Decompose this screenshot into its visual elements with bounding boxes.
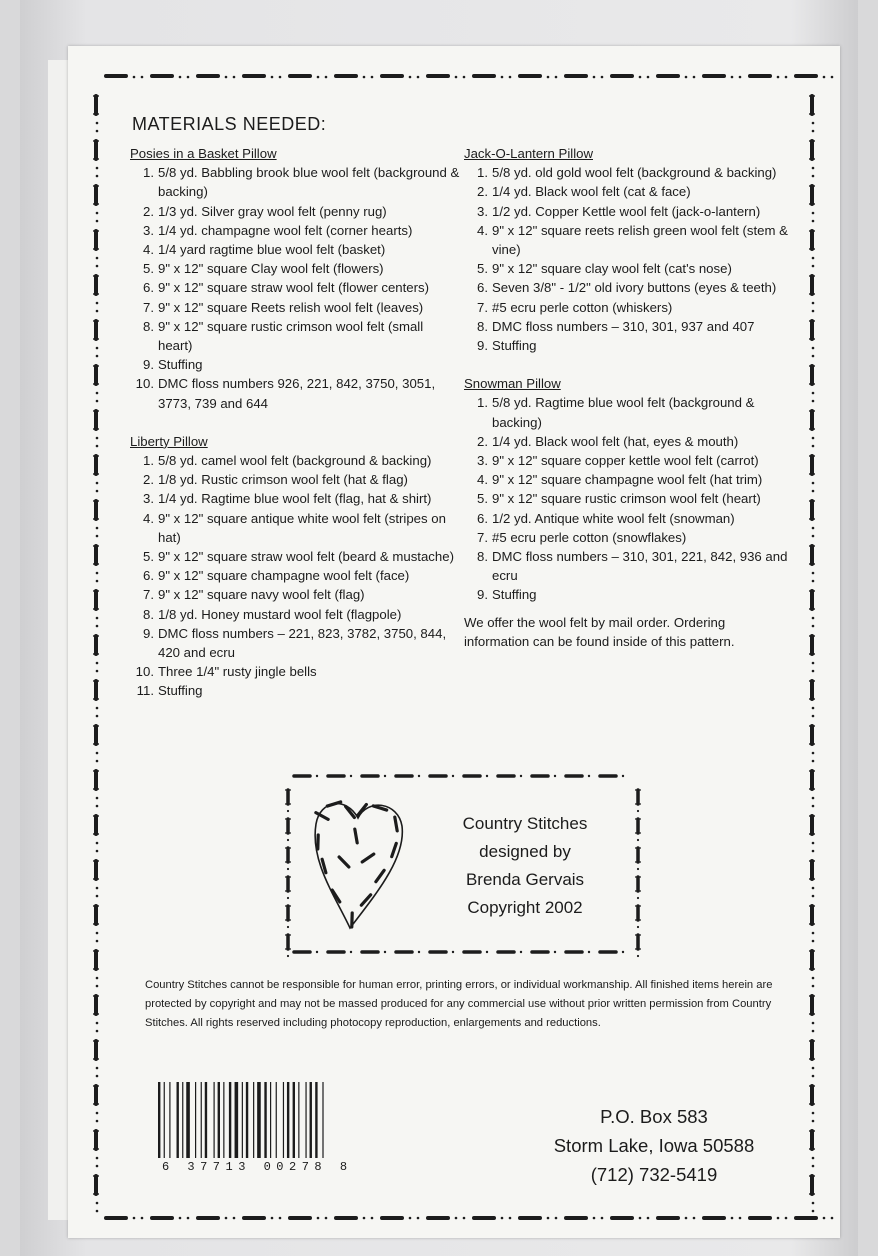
item-number: 10. — [135, 376, 154, 392]
item-text: 1/3 yd. Silver gray wool felt (penny rug) — [158, 203, 387, 219]
list-item — [130, 298, 460, 317]
list-item — [464, 489, 794, 508]
list-item — [464, 509, 794, 528]
item-text: 5/8 yd. camel wool felt (background & backing) — [158, 453, 432, 469]
list-item — [464, 298, 794, 317]
item-text: 1/4 yd. Ragtime blue wool felt (flag, hat & shirt) — [158, 491, 432, 507]
list-item — [130, 163, 460, 201]
item-number: 5. — [143, 549, 154, 565]
logo-copyright: Copyright 2002 — [467, 898, 583, 917]
left-column — [130, 144, 460, 701]
item-number: 4. — [143, 242, 154, 258]
item-text: 9" x 12" square navy wool felt (flag) — [158, 587, 365, 603]
section-jack-o-lantern — [464, 144, 794, 355]
item-number: 2. — [143, 472, 154, 488]
item-number: 3. — [143, 491, 154, 507]
item-number: 8. — [477, 549, 488, 565]
list-item — [130, 509, 460, 547]
list-item — [130, 259, 460, 278]
list-item — [464, 163, 794, 182]
item-number: 6. — [477, 280, 488, 296]
materials-list — [130, 451, 460, 701]
list-item — [130, 585, 460, 604]
item-text: 9" x 12" square clay wool felt (cat's nose) — [492, 261, 732, 277]
item-text: 5/8 yd. old gold wool felt (background & backing) — [492, 165, 777, 181]
section-title: Liberty Pillow — [130, 433, 208, 449]
item-number: 7. — [143, 587, 154, 603]
item-number: 3. — [477, 203, 488, 219]
section-title: Posies in a Basket Pillow — [130, 146, 277, 161]
item-number: 6. — [477, 510, 488, 526]
mail-order-note: We offer the wool felt by mail order. Ordering information can be found inside of this pattern. — [464, 614, 735, 649]
item-text: 1/4 yard ragtime blue wool felt (basket) — [158, 242, 386, 258]
item-number: 11. — [136, 683, 154, 699]
item-text: DMC floss numbers – 221, 823, 3782, 3750, 844, 420 and ecru — [158, 625, 447, 661]
item-number: 9. — [477, 587, 488, 603]
item-number: 7. — [143, 299, 154, 315]
item-number: 4. — [143, 510, 154, 526]
item-text: 9" x 12" square Reets relish wool felt (leaves) — [158, 299, 424, 315]
country-stitches-logo — [280, 766, 646, 962]
phone-number: (712) 732-5419 — [590, 1164, 718, 1185]
list-item — [130, 221, 460, 240]
item-text: 1/2 yd. Copper Kettle wool felt (jack-o-lantern) — [492, 203, 761, 219]
item-number: 2. — [477, 433, 488, 449]
item-number: 1. — [143, 453, 154, 469]
list-item — [464, 432, 794, 451]
item-number: 3. — [477, 453, 488, 469]
item-number: 6. — [143, 568, 154, 584]
list-item — [130, 547, 460, 566]
po-box: P.O. Box 583 — [600, 1106, 708, 1127]
item-text: 9" x 12" square reets relish green wool felt (stem & vine) — [492, 222, 788, 258]
logo-designer: Brenda Gervais — [465, 870, 585, 889]
section-liberty — [130, 432, 460, 701]
disclaimer: Country Stitches cannot be responsible for human error, printing errors, or individual workmanship. All finished items herein are protected by copyright and may not be massed produced for any commercial use without prior written permission from Country Stitches. All rights reserved including photocopy reproduction, enlargements and reductions. — [145, 979, 773, 1029]
list-item — [130, 681, 460, 700]
item-text: 9" x 12" square champagne wool felt (hat trim) — [492, 472, 763, 488]
list-item — [464, 336, 794, 355]
list-item — [130, 566, 460, 585]
list-item — [130, 489, 460, 508]
logo-text — [420, 810, 630, 922]
list-item — [130, 451, 460, 470]
item-number: 5. — [477, 261, 488, 277]
item-number: 8. — [477, 318, 488, 334]
list-item — [130, 470, 460, 489]
list-item — [130, 317, 460, 355]
item-number: 7. — [477, 299, 488, 315]
section-title: Jack-O-Lantern Pillow — [464, 146, 593, 161]
materials-list — [464, 393, 794, 604]
materials-list — [130, 163, 460, 413]
item-number: 9. — [143, 357, 154, 373]
item-number: 8. — [143, 318, 154, 334]
item-number: 1. — [477, 165, 488, 181]
item-text: Three 1/4" rusty jingle bells — [158, 664, 317, 680]
section-snowman — [464, 374, 794, 604]
list-item — [464, 470, 794, 489]
list-item — [464, 317, 794, 336]
item-text: 1/8 yd. Honey mustard wool felt (flagpole) — [158, 606, 402, 622]
item-text: 5/8 yd. Ragtime blue wool felt (background & backing) — [492, 395, 755, 430]
list-item — [464, 393, 794, 431]
list-item — [464, 585, 794, 604]
item-text: 9" x 12" square rustic crimson wool felt (small heart) — [158, 318, 424, 354]
item-text: DMC floss numbers – 310, 301, 937 and 407 — [492, 318, 755, 334]
list-item — [464, 451, 794, 470]
item-text: 1/2 yd. Antique white wool felt (snowman) — [492, 510, 735, 526]
barcode-number: 6 37713 00278 8 — [162, 1160, 353, 1174]
item-number: 10. — [135, 664, 154, 680]
list-item — [464, 547, 794, 585]
item-number: 1. — [477, 395, 488, 411]
list-item — [130, 662, 460, 681]
item-text: 1/4 yd. champagne wool felt (corner hearts) — [158, 222, 413, 238]
section-posies — [130, 144, 460, 413]
item-text: 1/8 yd. Rustic crimson wool felt (hat & flag) — [158, 472, 408, 488]
item-text: 9" x 12" square antique white wool felt (stripes on hat) — [158, 510, 446, 545]
item-text: DMC floss numbers – 310, 301, 221, 842, 936 and ecru — [492, 549, 788, 584]
item-text: 9" x 12" square copper kettle wool felt (carrot) — [492, 453, 759, 469]
item-number: 3. — [143, 222, 154, 238]
item-text: Stuffing — [492, 338, 537, 354]
mailing-address — [516, 1102, 792, 1189]
list-item — [130, 240, 460, 259]
list-item — [130, 605, 460, 624]
item-text: 9" x 12" square Clay wool felt (flowers) — [158, 261, 384, 277]
item-text: #5 ecru perle cotton (snowflakes) — [492, 529, 687, 545]
list-item — [130, 355, 460, 374]
item-number: 7. — [477, 529, 488, 545]
item-number: 4. — [477, 472, 488, 488]
item-text: DMC floss numbers 926, 221, 842, 3750, 3051, 3773, 739 and 644 — [158, 376, 436, 411]
logo-designed-by: designed by — [479, 842, 571, 861]
list-item — [130, 624, 460, 662]
item-text: 5/8 yd. Babbling brook blue wool felt (background & backing) — [158, 165, 460, 200]
item-text: Stuffing — [158, 357, 203, 373]
right-column — [464, 144, 794, 651]
item-number: 9. — [143, 625, 154, 641]
item-text: Stuffing — [158, 683, 203, 699]
item-text: 1/4 yd. Black wool felt (cat & face) — [492, 184, 691, 200]
materials-list — [464, 163, 794, 355]
item-text: Stuffing — [492, 587, 537, 603]
list-item — [464, 202, 794, 221]
section-title: Snowman Pillow — [464, 376, 561, 392]
pattern-back-cover — [68, 46, 840, 1238]
list-item — [464, 528, 794, 547]
item-text: 9" x 12" square straw wool felt (beard & mustache) — [158, 549, 454, 565]
item-text: 9" x 12" square rustic crimson wool felt (heart) — [492, 491, 761, 507]
item-number: 8. — [143, 606, 154, 622]
list-item — [130, 278, 460, 297]
item-text: Seven 3/8" - 1/2" old ivory buttons (eyes & teeth) — [492, 280, 777, 296]
list-item — [464, 221, 794, 259]
item-text: 9" x 12" square champagne wool felt (face) — [158, 568, 410, 584]
list-item — [464, 182, 794, 201]
item-number: 4. — [477, 222, 488, 238]
item-text: 9" x 12" square straw wool felt (flower centers) — [158, 280, 430, 296]
logo-company: Country Stitches — [462, 814, 588, 833]
item-text: 1/4 yd. Black wool felt (hat, eyes & mouth) — [492, 433, 739, 449]
materials-heading: MATERIALS NEEDED: — [132, 114, 327, 135]
list-item — [464, 259, 794, 278]
item-number: 6. — [143, 280, 154, 296]
item-number: 9. — [477, 338, 488, 354]
list-item — [130, 374, 460, 412]
item-number: 2. — [143, 203, 154, 219]
list-item — [130, 202, 460, 221]
item-number: 5. — [143, 261, 154, 277]
item-text: #5 ecru perle cotton (whiskers) — [492, 299, 673, 315]
item-number: 1. — [143, 165, 154, 181]
city-state-zip: Storm Lake, Iowa 50588 — [553, 1135, 755, 1156]
list-item — [464, 278, 794, 297]
item-number: 5. — [477, 491, 488, 507]
item-number: 2. — [477, 184, 488, 200]
